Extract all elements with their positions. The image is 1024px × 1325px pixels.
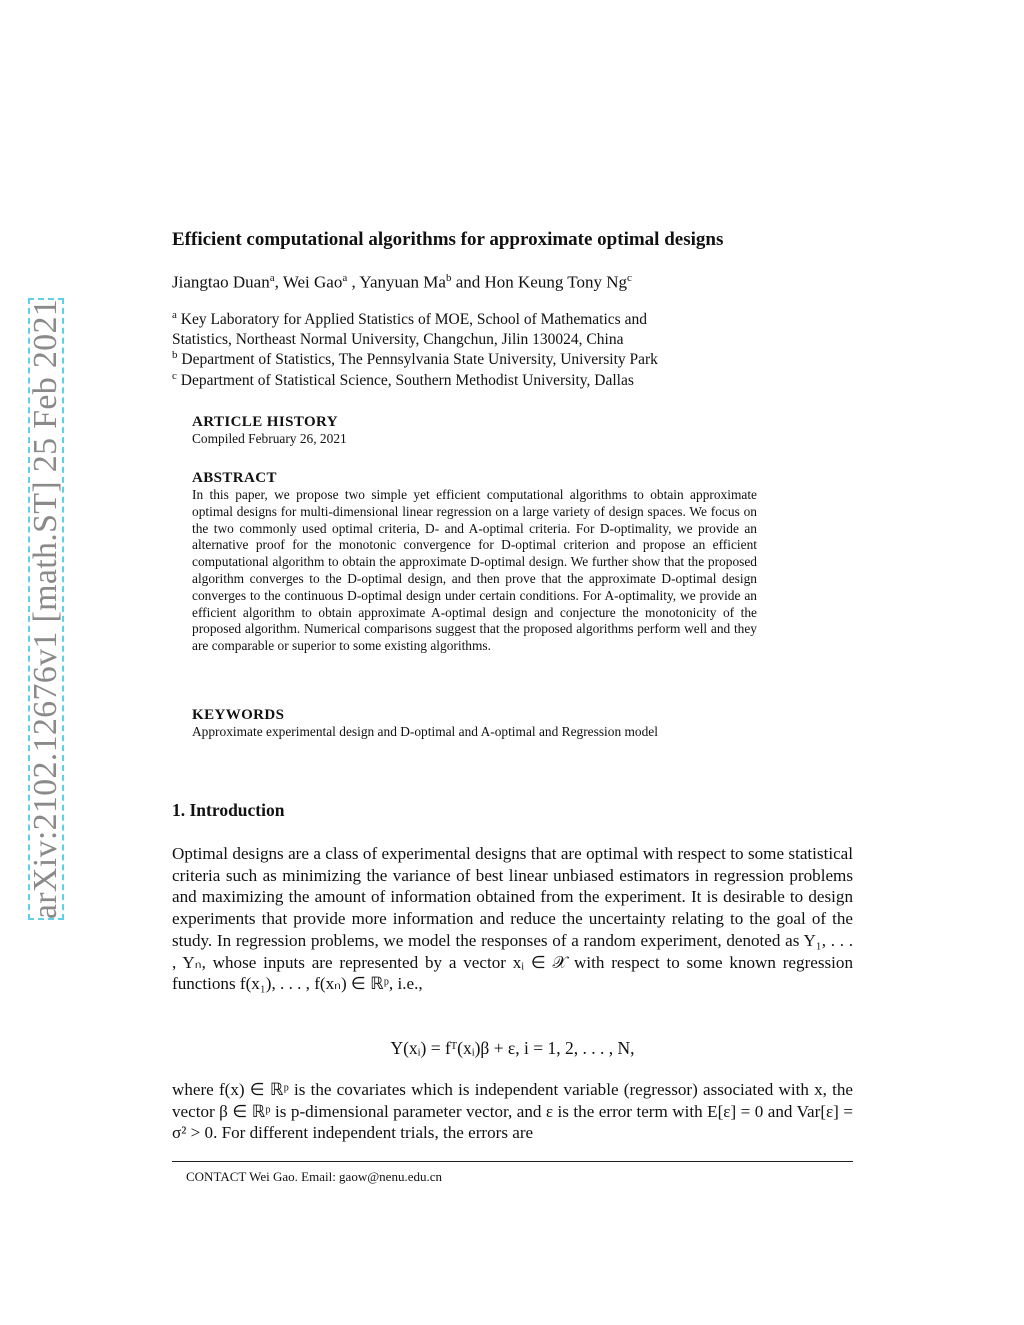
regression-equation: Y(xᵢ) = fᵀ(xᵢ)β + ε, i = 1, 2, . . . , N, bbox=[390, 1038, 635, 1058]
contact-footnote: CONTACT Wei Gao. Email: gaow@nenu.edu.cn bbox=[186, 1169, 442, 1184]
article-history bbox=[192, 414, 757, 448]
author-sep: , bbox=[347, 272, 360, 292]
author-name: Wei Gao bbox=[282, 272, 343, 292]
affiliation-b: $^b$ Department of Statistics, The Pennsylvania State University, University Park bbox=[172, 349, 658, 369]
keywords-heading: KEYWORDS bbox=[192, 707, 285, 723]
abstract bbox=[192, 470, 757, 655]
paper-title: Efficient computational algorithms for approximate optimal designs bbox=[172, 229, 724, 250]
affiliation-c: $^c$ Department of Statistical Science, Southern Methodist University, Dallas bbox=[172, 370, 634, 390]
author-name: Yanyuan Ma bbox=[359, 272, 446, 292]
author-name: Hon Keung Tony Ng bbox=[484, 272, 628, 292]
author-affil-mark: a bbox=[342, 272, 348, 284]
author-sep: and bbox=[451, 272, 485, 292]
author-list bbox=[172, 272, 872, 293]
author-sep: , bbox=[274, 272, 283, 292]
article-history-heading: ARTICLE HISTORY bbox=[192, 414, 338, 430]
intro-paragraph: Optimal designs are a class of experimental designs that are optimal with respect to some statistical criteria such as minimizing the variance of best linear unbiased estimators in regression problems and maximizing the amount of information obtained from the experiment. It is desirable to design experiments that provide more information and reduce the uncertainty relating to the goal of the study. In regression problems, we model the responses of a random experiment, denoted as Y₁, . . . , Yₙ, whose inputs are represented by a vector xᵢ ∈ 𝒳 with respect to some known regression functions f(x₁), . . . , f(xₙ) ∈ ℝᵖ, i.e., bbox=[172, 844, 853, 994]
author-affil-mark: a bbox=[269, 272, 275, 284]
abstract-text: In this paper, we propose two simple yet efficient computational algorithms to obtain approximate optimal designs for multi-dimensional linear regression on a large variety of design spaces. We focus on the two commonly used optimal criteria, D- and A-optimal criteria. For D-optimality, we provide an alternative proof for the monotonic convergence for D-optimal criterion and propose an efficient computational algorithm to obtain the approximate D-optimal design. We further show that the proposed algorithm converges to the D-optimal design, and then prove that the approximate D-optimal design converges to the continuous D-optimal design under certain conditions. For A-optimality, we provide an efficient algorithm to obtain approximate A-optimal design and conjecture the monotonicity of the proposed algorithm. Numerical comparisons suggest that the proposed algorithms perform well and they are comparable or superior to some existing algorithms. bbox=[192, 487, 757, 654]
author-name: Jiangtao Duan bbox=[172, 272, 270, 292]
intro-paragraph-continued: where f(x) ∈ ℝᵖ is the covariates which is independent variable (regressor) associated with x, the vector β ∈ ℝᵖ is p-dimensional parameter vector, and ε is the error term with E[ε] = 0 and Var[ε] = σ² > 0. For different independent trials, the errors are bbox=[172, 1080, 853, 1143]
keywords-text: Approximate experimental design and D-optimal and A-optimal and Regression model bbox=[192, 724, 658, 739]
footnote-rule bbox=[172, 1161, 853, 1162]
compiled-date: Compiled February 26, 2021 bbox=[192, 431, 347, 446]
abstract-heading: ABSTRACT bbox=[192, 470, 277, 486]
section-heading: 1. Introduction bbox=[172, 800, 285, 820]
keywords bbox=[192, 707, 757, 741]
author-affil-mark: b bbox=[445, 272, 452, 284]
arxiv-stamp[interactable]: arXiv:2102.12676v1 [math.ST] 25 Feb 2021 bbox=[27, 298, 64, 920]
affiliation-a: $^a$ Key Laboratory for Applied Statistics of MOE, School of Mathematics and Statistics, Northeast Normal University, Changchun, Jilin 130024, China bbox=[172, 309, 647, 349]
author-affil-mark: c bbox=[627, 272, 632, 284]
